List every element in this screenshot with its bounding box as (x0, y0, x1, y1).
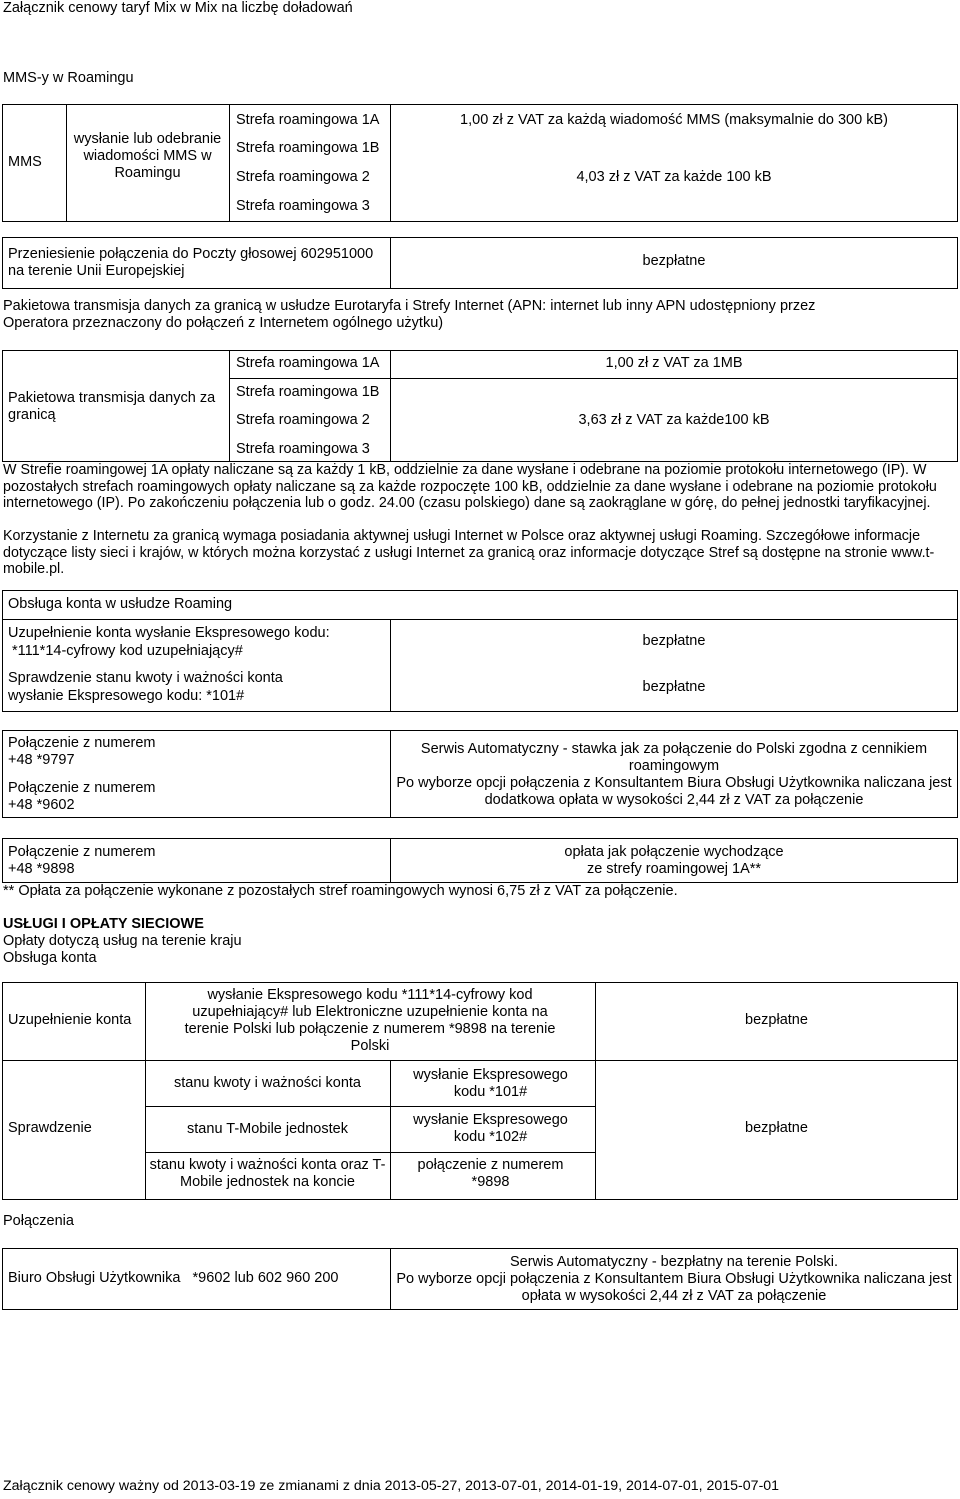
topup-line-2: *111*14-cyfrowy kod uzupełniający# (12, 643, 243, 659)
boa-price-line-2: Po wyborze opcji połączenia z Konsultantem Biura Obsługi Użytkownika naliczana jest opłata w wysokości 2,44 zł z VAT za połączenie (396, 1271, 952, 1304)
n9898-label: Połączenie z numerem (8, 844, 156, 860)
services-topup-label: Uzupełnienie konta (8, 1012, 132, 1028)
mms-zone-3: Strefa roamingowa 3 (236, 198, 370, 214)
calls-title: Połączenia (3, 1213, 74, 1229)
data-price-1a: 1,00 zł z VAT za 1MB (605, 355, 743, 371)
voicemail-label: Przeniesienie połączenia do Poczty głosowej 602951000 na terenie Unii Europejskiej (8, 246, 374, 279)
data-roaming-label: Pakietowa transmisja danych za granicą (8, 390, 216, 423)
data-zone-3: Strefa roamingowa 3 (236, 441, 370, 457)
check-row-2-what: stanu T-Mobile jednostek (187, 1121, 348, 1137)
check-row-1-what: stanu kwoty i ważności konta (174, 1075, 361, 1091)
services-check-label: Sprawdzenie (8, 1120, 92, 1136)
mms-section-title: MMS-y w Roamingu (3, 70, 134, 86)
data-zone-1b: Strefa roamingowa 1B (236, 384, 380, 400)
data-zone-1a: Strefa roamingowa 1A (236, 355, 380, 371)
services-topup-desc: wysłanie Ekspresowego kodu *111*14-cyfrowy kod uzupełniający# lub Elektroniczne uzupełnienie konta na terenie Polski lub połączenie z numerem *9898 na terenie Polski (184, 987, 556, 1054)
check-line-1: Sprawdzenie stanu kwoty i ważności konta (8, 670, 283, 686)
n9898-number: +48 *9898 (8, 861, 75, 877)
services-check-price: bezpłatne (745, 1120, 808, 1136)
check-row-1-how: wysłanie Ekspresowego kodu *101# (413, 1067, 568, 1100)
services-sub-2: Obsługa konta (3, 950, 97, 966)
services-heading: USŁUGI I OPŁATY SIECIOWE (3, 916, 204, 932)
check-row-2-how: wysłanie Ekspresowego kodu *102# (413, 1112, 568, 1145)
n9898-price-line-2: ze strefy roamingowej 1A** (586, 861, 762, 877)
check-price: bezpłatne (642, 679, 706, 695)
data-roaming-note-2: Korzystanie z Internetu za granicą wymaga posiadania aktywnej usługi Internet w Polsce oraz aktywnej usługi Roaming. Szczegółowe informacje dotyczące listy sieci i krajów, w których można korzystać z usługi Internet za granicą oraz informacje dotyczące Stref są dostępne na stronie www.t-mobile.pl. (3, 528, 935, 577)
mms-zone-2: Strefa roamingowa 2 (236, 169, 370, 185)
mms-label: MMS (8, 154, 42, 170)
footnote: ** Opłata za połączenie wykonane z pozostałych stref roamingowych wynosi 6,75 zł z VAT za połączenie. (3, 883, 678, 899)
consultant-price: Po wyborze opcji połączenia z Konsultantem Biura Obsługi Użytkownika naliczana jest dodatkowa opłata w wysokości 2,44 zł z VAT za połączenie (396, 775, 952, 808)
mms-zone-1a: Strefa roamingowa 1A (236, 112, 380, 128)
check-line-2: wysłanie Ekspresowego kodu: *101# (8, 688, 245, 704)
mms-action: wysłanie lub odebranie wiadomości MMS w Roamingu (73, 131, 222, 181)
data-price-other: 3,63 zł z VAT za każde100 kB (578, 412, 770, 428)
n9797-label: Połączenie z numerem (8, 735, 156, 751)
auto-service-price: Serwis Automatyczny - stawka jak za połączenie do Polski zgodna z cennikiem roamingowym (420, 741, 928, 774)
data-roaming-note-1: W Strefie roamingowej 1A opłaty naliczane są za każdy 1 kB, oddzielnie za dane wysłane i odebrane na poziomie protokołu internetowego (IP). W pozostałych strefach roamingowych opłaty naliczane są za każde rozpoczęte 100 kB, oddzielnie za dane wysłane i odebrane na poziomie protokołu internetowego (IP). Po zakończeniu połączenia lub o godz. 24.00 (czasu polskiego) dane są zaokrąglane w górę, do pełnej jednostki taryfikacyjnej. (3, 462, 937, 511)
boa-label: Biuro Obsługi Użytkownika *9602 lub 602 960 200 (8, 1270, 339, 1286)
check-row-3-what: stanu kwoty i ważności konta oraz T-Mobile jednostek na koncie (149, 1157, 386, 1190)
mms-price-1a: 1,00 zł z VAT za każdą wiadomość MMS (maksymalnie do 300 kB) (460, 112, 888, 128)
boa-price-line-1: Serwis Automatyczny - bezpłatny na terenie Polski. (509, 1254, 838, 1270)
mms-zone-1b: Strefa roamingowa 1B (236, 140, 380, 156)
mms-price-other: 4,03 zł z VAT za każde 100 kB (576, 169, 772, 185)
document-title: Załącznik cenowy taryf Mix w Mix na liczbę doładowań (3, 0, 353, 16)
data-roaming-intro: Pakietowa transmisja danych za granicą w usłudze Eurotaryfa i Strefy Internet (APN: internet lub inny APN udostępniony przez Operatora przeznaczony do połączeń z Internetem ogólnego użytku) (3, 298, 816, 331)
n9602-label: Połączenie z numerem (8, 780, 156, 796)
services-sub-1: Opłaty dotyczą usług na terenie kraju (3, 933, 242, 949)
check-row-3-how: połączenie z numerem *9898 (417, 1157, 564, 1190)
topup-price: bezpłatne (642, 633, 706, 649)
document-footer: Załącznik cenowy ważny od 2013-03-19 ze zmianami z dnia 2013-05-27, 2013-07-01, 2014-01-19, 2014-07-01, 2015-07-01 (3, 1478, 780, 1494)
n9797-number: +48 *9797 (8, 752, 75, 768)
account-roaming-title: Obsługa konta w usłudze Roaming (8, 596, 233, 612)
n9898-price-line-1: opłata jak połączenie wychodzące (564, 844, 784, 860)
voicemail-price: bezpłatne (642, 253, 706, 269)
data-zone-2: Strefa roamingowa 2 (236, 412, 370, 428)
n9602-number: +48 *9602 (8, 797, 75, 813)
services-topup-price: bezpłatne (745, 1012, 808, 1028)
topup-line-1: Uzupełnienie konta wysłanie Ekspresowego kodu: (8, 625, 330, 641)
